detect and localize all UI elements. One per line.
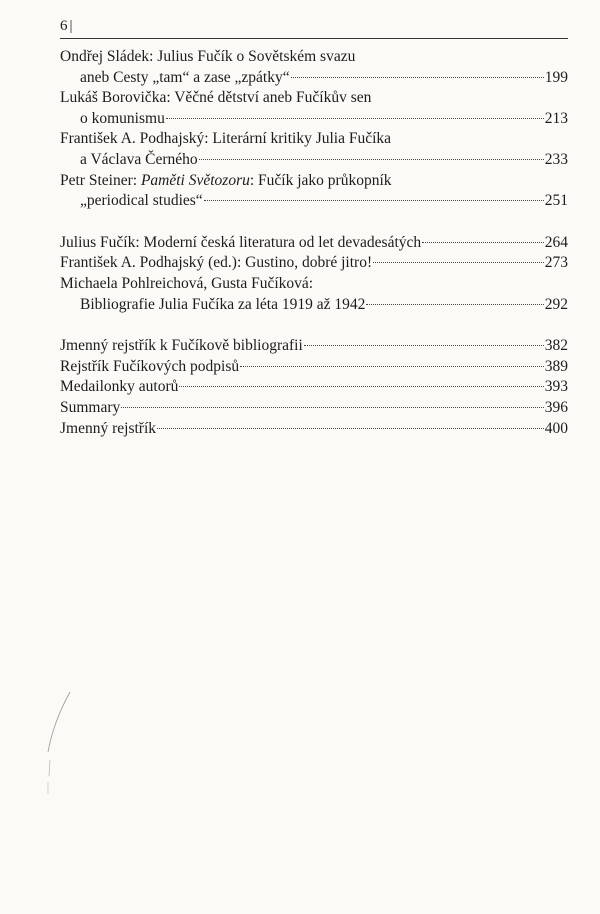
toc-line — [60, 253, 568, 274]
leader-dots — [366, 304, 543, 305]
toc-entry-title: Medailonky autorů — [60, 378, 179, 396]
toc-entry-title: František A. Podhajský: Literární kritiky Julia Fučíka — [60, 130, 392, 148]
toc-page-number: 199 — [544, 68, 568, 86]
toc-group — [60, 47, 568, 212]
toc-line — [60, 150, 568, 171]
toc-line — [60, 377, 568, 398]
toc-entry-title: aneb Cesty „tam“ a zase „zpátky“ — [80, 68, 290, 86]
toc-entry — [60, 398, 568, 419]
toc-page-number: 389 — [544, 357, 568, 375]
toc-line — [60, 357, 568, 378]
toc-entry — [60, 274, 568, 315]
toc-line — [60, 274, 568, 295]
toc-page-number: 382 — [544, 337, 568, 355]
toc-page-number: 264 — [544, 233, 568, 251]
toc-entry-title: Lukáš Borovička: Věčné dětství aneb Fučíkův sen — [60, 89, 372, 107]
toc-entry-title: a Václava Černého — [80, 150, 198, 168]
pencil-mark — [38, 690, 78, 800]
leader-dots — [199, 159, 544, 160]
toc-line — [60, 171, 568, 192]
toc-line — [60, 68, 568, 89]
toc-entry-title: „periodical studies“ — [80, 192, 203, 210]
toc-entry-title: Rejstřík Fučíkových podpisů — [60, 357, 240, 375]
toc-entry — [60, 336, 568, 357]
toc-entry — [60, 88, 568, 129]
toc-entry — [60, 253, 568, 274]
leader-dots — [240, 366, 544, 367]
toc-entry-title: o komunismu — [80, 109, 165, 127]
toc-entry-title: Julius Fučík: Moderní česká literatura od let devadesátých — [60, 233, 422, 251]
toc-line — [60, 47, 568, 68]
toc-entry — [60, 47, 568, 88]
table-of-contents — [60, 47, 568, 460]
leader-dots — [422, 242, 544, 243]
toc-page-number: 396 — [544, 398, 568, 416]
page-number-divider: | — [69, 18, 73, 34]
toc-title-rest: : Fučík jako průkopník — [249, 171, 392, 189]
toc-entry — [60, 129, 568, 170]
toc-line — [60, 398, 568, 419]
toc-page-number: 393 — [544, 378, 568, 396]
toc-entry — [60, 377, 568, 398]
toc-author: Petr Steiner: — [60, 171, 141, 189]
toc-line — [60, 336, 568, 357]
toc-line — [60, 88, 568, 109]
leader-dots — [179, 386, 543, 387]
toc-entry-title: Bibliografie Julia Fučíka za léta 1919 až 1942 — [80, 295, 366, 313]
toc-line — [60, 109, 568, 130]
toc-entry-title: František A. Podhajský (ed.): Gustino, dobré jitro! — [60, 254, 373, 272]
toc-line — [60, 129, 568, 150]
leader-dots — [304, 345, 544, 346]
leader-dots — [166, 118, 544, 119]
leader-dots — [291, 77, 544, 78]
toc-page-number: 273 — [544, 254, 568, 272]
leader-dots — [373, 262, 544, 263]
toc-page-number: 400 — [544, 419, 568, 437]
toc-italic-title: Paměti Světozoru — [140, 171, 250, 189]
leader-dots — [121, 407, 543, 408]
toc-entry-title: Jmenný rejstřík — [60, 419, 156, 437]
toc-page-number: 292 — [544, 295, 568, 313]
toc-page-number: 213 — [544, 109, 568, 127]
toc-entry-title: Jmenný rejstřík k Fučíkově bibliografii — [60, 337, 303, 355]
toc-line — [60, 233, 568, 254]
toc-entry-title — [60, 171, 392, 192]
toc-group — [60, 336, 568, 439]
toc-entry — [60, 419, 568, 440]
page-number: 6 | — [60, 18, 73, 34]
page-header — [60, 18, 568, 39]
toc-entry-title: Summary — [60, 398, 121, 416]
toc-entry — [60, 171, 568, 212]
toc-entry — [60, 357, 568, 378]
toc-line — [60, 295, 568, 316]
toc-entry — [60, 233, 568, 254]
leader-dots — [157, 428, 544, 429]
toc-page-number: 251 — [544, 192, 568, 210]
toc-line — [60, 419, 568, 440]
leader-dots — [204, 200, 544, 201]
toc-group — [60, 233, 568, 315]
toc-line — [60, 191, 568, 212]
toc-entry-title: Ondřej Sládek: Julius Fučík o Sovětském svazu — [60, 48, 356, 65]
toc-entry-title: Michaela Pohlreichová, Gusta Fučíková: — [60, 274, 314, 292]
toc-page-number: 233 — [544, 150, 568, 168]
